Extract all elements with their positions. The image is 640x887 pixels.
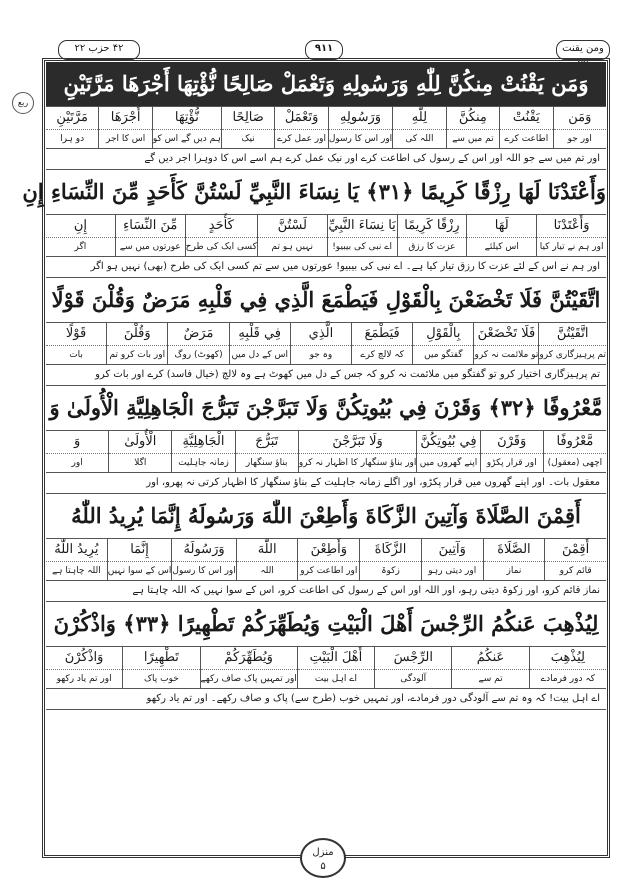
word-cell [374,647,451,688]
arabic-word: لَسْتُنَّ [258,215,327,238]
urdu-word-meaning: بناؤ سنگھار [245,458,288,468]
word-by-word-row [46,107,606,149]
word-by-word-row [46,431,606,473]
urdu-word-meaning: زکوۃ [381,566,400,576]
arabic-word: لِيُذْهِبَ [530,647,606,670]
word-cell [46,647,122,688]
urdu-word-meaning: اگر [74,242,87,252]
arabic-word: صَالِحًا [222,107,274,130]
arabic-word: وَلَا تَبَرَّجْنَ [299,431,417,454]
arabic-word: فَلَا تَخْضَعْنَ [474,323,538,346]
urdu-word-meaning: تم پرہیزگاری کرو [539,350,606,360]
word-cell [392,107,445,148]
word-cell [236,539,298,580]
urdu-word-meaning: کسی ایک کی طرح [185,242,257,252]
urdu-translation-line: اور تم میں سے جو اللہ اور اس کے رسول کی اطاعت کرے اور نیک عمل کرے ہم اسے اس کا دوہرا اجر دیں گے [46,149,606,170]
arabic-word: فِي بُيُوتِكُنَّ [417,431,479,454]
word-cell [328,107,392,148]
arabic-word: اتَّقَيْتُنَّ [539,323,606,346]
urdu-word-meaning: کہ دور فرمادے [540,674,595,684]
manzil-label: منزل [312,847,334,858]
urdu-word-meaning: اور اطاعت کرو [300,566,358,576]
word-cell [451,647,528,688]
word-cell [274,107,327,148]
word-cell [46,323,106,364]
arabic-word: إِنَّمَا [108,539,172,562]
word-cell [46,107,98,148]
urdu-word-meaning: اے نبی کی بیبیو! [332,242,392,252]
para-label: ۴۲ حزب ۲۲ [58,40,140,60]
urdu-word-meaning: اور عمل کرے [277,134,326,144]
arabic-word: فِي قَلْبِهِ [230,323,290,346]
word-cell [106,323,167,364]
urdu-translation-line: اور ہم نے اس کے لئے عزت کا رزق تیار کیا ہے۔ اے نبی کی بیبیو! عورتوں میں سے تم کسی ایک کی طرح (بھی) نہیں ہو اگر [46,257,606,278]
word-cell [538,323,606,364]
arabic-word: لَهَا [467,215,536,238]
urdu-word-meaning: اور دیتی رہو [428,566,477,576]
urdu-word-meaning: اور قرار پکڑو [486,458,537,468]
arabic-word: وَمَن [554,107,606,130]
urdu-word-meaning: اور بناؤ سنگھار کا اظہار نہ کرو [298,458,417,468]
urdu-word-meaning: اور اس کا رسول [328,134,393,144]
word-cell [171,539,235,580]
word-cell [98,107,151,148]
ayah-line: مَّعْرُوفًا ﴿٣٢﴾ وَقَرْنَ فِي بُيُوتِكُنَّ وَلَا تَبَرَّجْنَ تَبَرُّجَ الْجَاهِلِيَّةِ الْأُولَىٰ وَ [46,386,606,431]
arabic-word: وَقُلْنَ [107,323,167,346]
arabic-word: مَّعْرُوفًا [544,431,606,454]
ayah-line: وَمَن يَقْنُتْ مِنكُنَّ لِلّٰهِ وَرَسُولِهِ وَتَعْمَلْ صَالِحًا نُّؤْتِهَا أَجْرَهَا مَرَّتَيْنِ [46,62,606,107]
word-cell [480,431,543,472]
urdu-word-meaning: اس کا اجر [105,134,146,144]
urdu-word-meaning: اور [71,458,83,468]
word-cell [466,215,536,256]
arabic-word: وَتَعْمَلْ [275,107,327,130]
urdu-word-meaning: اگلا [134,458,147,468]
urdu-word-meaning: عزت کا رزق [408,242,456,252]
arabic-word: وَأَعْتَدْنَا [537,215,606,238]
word-cell [544,539,606,580]
word-cell [359,539,421,580]
urdu-word-meaning: اس کے دل میں [231,350,288,360]
word-by-word-row [46,323,606,365]
word-cell [553,107,606,148]
urdu-word-meaning: وہ جو [309,350,333,360]
urdu-word-meaning: اچھی (معقول) [547,458,603,468]
urdu-word-meaning: دو ہرا [60,134,85,144]
urdu-translation-line: معقول بات۔ اور اپنے گھروں میں قرار پکڑو، اور اگلے زمانہ جاہلیت کے بناؤ سنگھار کا اظہار کرتی نہ پھرو، اور [46,473,606,494]
word-cell [122,647,199,688]
word-cell [529,647,606,688]
arabic-word: مِّنَ النِّسَاءِ [116,215,185,238]
ruku-margin-mark: ربع [12,92,34,114]
urdu-word-meaning: اس کے سوا نہیں [107,566,172,576]
urdu-word-meaning: اللہ کی [405,134,434,144]
word-cell [235,431,298,472]
word-cell [327,215,397,256]
arabic-word: الَّذِي [291,323,351,346]
arabic-word: تَطْهِيرًا [123,647,199,670]
word-by-word-row [46,215,606,257]
word-cell [46,215,115,256]
urdu-word-meaning: تم سے [478,674,503,684]
ayah-line: لِيُذْهِبَ عَنكُمُ الرِّجْسَ أَهْلَ الْبَيْتِ وَيُطَهِّرَكُمْ تَطْهِيرًا ﴿٣٣﴾ وَاذْكُرْنَ [46,602,606,647]
arabic-word: وَقَرْنَ [481,431,543,454]
word-cell [46,539,107,580]
word-cell [257,215,327,256]
ayah-line: اتَّقَيْتُنَّ فَلَا تَخْضَعْنَ بِالْقَوْلِ فَيَطْمَعَ الَّذِي فِي قَلْبِهِ مَرَضٌ وَقُلْنَ قَوْلًا [46,278,606,323]
word-cell [416,431,479,472]
word-cell [108,431,171,472]
word-cell [152,107,221,148]
word-by-word-row [46,647,606,689]
urdu-word-meaning: عورتوں میں سے [119,242,181,252]
urdu-word-meaning: اور جو [567,134,592,144]
arabic-word: مِنكُنَّ [447,107,499,130]
urdu-word-meaning: نماز [506,566,522,576]
urdu-word-meaning: تو ملائمت نہ کرو [474,350,539,360]
word-by-word-row [46,539,606,581]
word-cell [298,431,417,472]
word-cell [536,215,606,256]
urdu-word-meaning: نہیں ہو تم [271,242,314,252]
arabic-word: قَوْلًا [46,323,106,346]
urdu-word-meaning: اور اس کا رسول [172,566,236,576]
manzil-badge [300,838,346,878]
urdu-word-meaning: اللہ [260,566,274,576]
arabic-word: وَرَسُولَهُ [172,539,235,562]
word-cell [171,431,234,472]
urdu-word-meaning: کہ لالچ کرے [360,350,404,360]
urdu-word-meaning: اے اہل بیت [314,674,358,684]
urdu-word-meaning: اور تم یاد رکھو [56,674,112,684]
ayah-line: أَقِمْنَ الصَّلَاةَ وَآتِينَ الزَّكَاةَ وَأَطِعْنَ اللّٰهَ وَرَسُولَهُ إِنَّمَا يُرِيدُ اللّٰهُ [46,494,606,539]
urdu-word-meaning: گفتگو میں [424,350,463,360]
arabic-word: وَاذْكُرْنَ [46,647,122,670]
arabic-word: وَ [46,431,108,454]
arabic-word: يَقْنُتْ [500,107,552,130]
word-cell [446,107,499,148]
urdu-word-meaning: نیک [241,134,255,144]
manzil-number: ۵ [320,861,326,872]
arabic-word: الزَّكَاةَ [360,539,421,562]
urdu-word-meaning: تم میں سے [452,134,494,144]
urdu-word-meaning: زمانہ جاہلیت [178,458,229,468]
word-cell [297,539,359,580]
word-cell [351,323,412,364]
page-number: ٩١١ [305,40,343,60]
arabic-word: لِلّٰهِ [393,107,445,130]
arabic-word: نُّؤْتِهَا [153,107,221,130]
urdu-word-meaning: اللہ چاہتا ہے [51,566,101,576]
arabic-word: يَا نِسَاءَ النَّبِيِّ [328,215,397,238]
word-cell [46,431,108,472]
word-cell [543,431,606,472]
arabic-word: مَرَضٌ [168,323,228,346]
urdu-translation-line: اے اہل بیت! کہ وہ تم سے آلودگی دور فرمادے، اور تمہیں خوب (طرح سے) پاک و صاف رکھے۔ اور تم یاد رکھو [46,689,606,710]
arabic-word: رِزْقًا كَرِيمًا [398,215,467,238]
urdu-word-meaning: خوب پاک [143,674,179,684]
arabic-word: الْأُولَىٰ [109,431,171,454]
word-cell [200,647,297,688]
word-cell [107,539,172,580]
arabic-word: أَهْلَ الْبَيْتِ [298,647,374,670]
arabic-word: مَرَّتَيْنِ [46,107,98,130]
arabic-word: اللّٰهَ [237,539,298,562]
urdu-word-meaning: ہم دیں گے اس کو [152,134,221,144]
word-cell [412,323,473,364]
word-cell [473,323,538,364]
word-cell [483,539,545,580]
arabic-word: وَيُطَهِّرَكُمْ [201,647,297,670]
urdu-word-meaning: (کھوٹ) روگ [174,350,223,360]
arabic-word: الْجَاهِلِيَّةِ [172,431,234,454]
word-cell [421,539,483,580]
urdu-word-meaning: اور ہم نے تیار کیا [539,242,604,252]
urdu-word-meaning: قائم کرو [559,566,592,576]
arabic-word: فَيَطْمَعَ [352,323,412,346]
arabic-word: بِالْقَوْلِ [413,323,473,346]
word-cell [115,215,185,256]
urdu-word-meaning: بات [69,350,83,360]
word-cell [229,323,290,364]
urdu-word-meaning: اس کیلئے [484,242,519,252]
word-cell [297,647,374,688]
arabic-word: إِنِ [46,215,115,238]
arabic-word: وَرَسُولِهِ [329,107,392,130]
urdu-word-meaning: اور تمہیں پاک صاف رکھے [200,674,297,684]
arabic-word: أَقِمْنَ [545,539,606,562]
arabic-word: كَأَحَدٍ [186,215,257,238]
arabic-word: وَآتِينَ [422,539,483,562]
arabic-word: الصَّلَاةَ [484,539,545,562]
ayah-line: وَأَعْتَدْنَا لَهَا رِزْقًا كَرِيمًا ﴿٣١﴾ يَا نِسَاءَ النَّبِيِّ لَسْتُنَّ كَأَحَدٍ مِّنَ النِّسَاءِ إِنِ [46,170,606,215]
arabic-word: عَنكُمُ [452,647,528,670]
urdu-translation-line: نماز قائم کرو، اور زکوۃ دیتی رہو، اور اللہ اور اس کے رسول کی اطاعت کرو، اس کے سوا نہیں کہ اللہ چاہتا ہے [46,581,606,602]
arabic-word: تَبَرُّجَ [236,431,298,454]
urdu-word-meaning: اور بات کرو تم [109,350,166,360]
urdu-word-meaning: آلودگی [400,674,427,684]
arabic-word: وَأَطِعْنَ [298,539,359,562]
word-cell [290,323,351,364]
arabic-word: الرِّجْسَ [375,647,451,670]
urdu-translation-line: تم پرہیزگاری اختیار کرو تو گفتگو میں ملائمت نہ کرو کہ جس کے دل میں کھوٹ ہے وہ لالچ (خیال فاسد) کرے اور بات کرو [46,365,606,386]
word-cell [167,323,228,364]
word-cell [221,107,274,148]
word-cell [397,215,467,256]
arabic-word: يُرِيدُ اللّٰهُ [46,539,107,562]
urdu-word-meaning: اطاعت کرے [504,134,549,144]
arabic-word: أَجْرَهَا [99,107,151,130]
word-cell [499,107,552,148]
surah-label: ومن یقنت [556,40,610,60]
urdu-word-meaning: اپنے گھروں میں [419,458,478,468]
word-cell [185,215,257,256]
